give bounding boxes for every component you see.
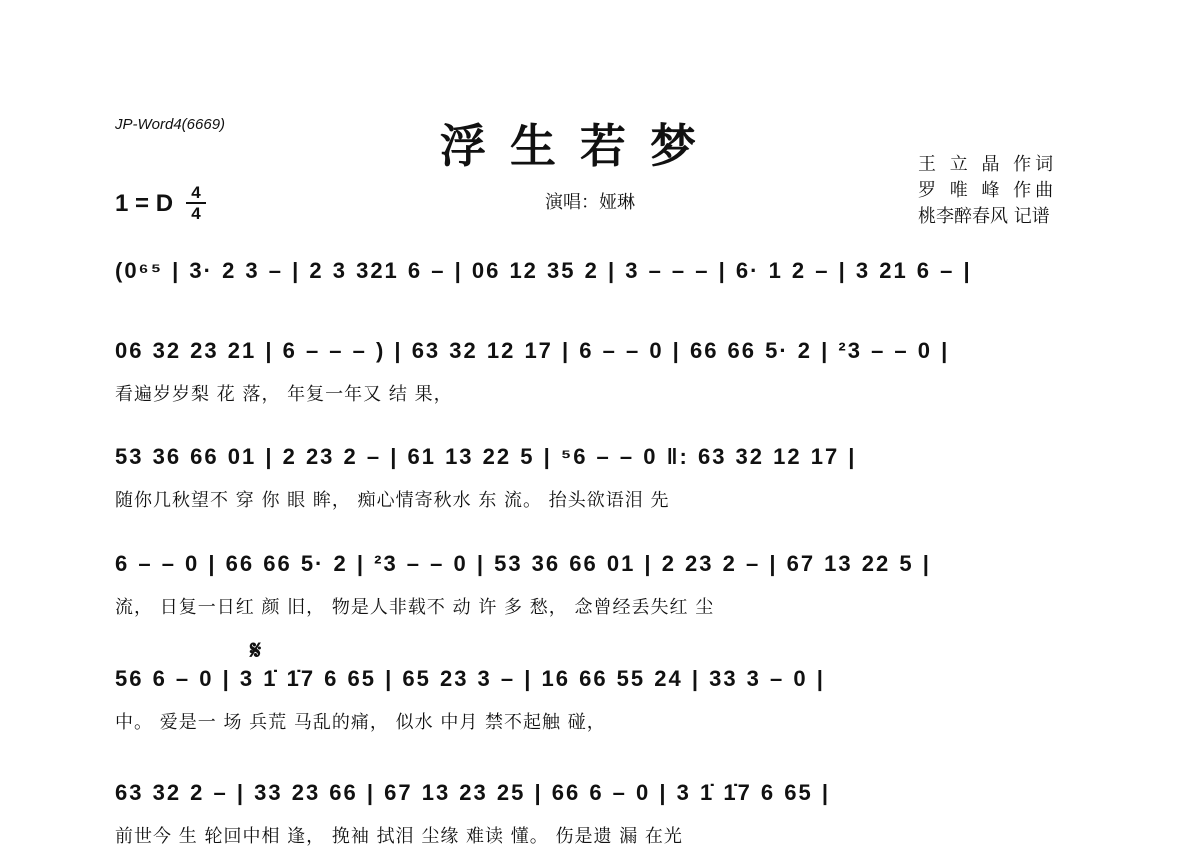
notation-line: 56 6 – 0 | 3 1̇ 1̇7 6 65 | 65 23 3 – | 16 66 55 24 | 33 3 – 0 | [115, 666, 825, 691]
notation-line: (0⁶⁵ | 3· 2 3 – | 2 3 321 6 – | 06 12 35 2 | 3 – – – | 6· 1 2 – | 3 21 6 – | [115, 258, 972, 283]
meter-top: 4 [191, 183, 201, 202]
meter-bottom: 4 [191, 204, 201, 223]
notation-line: 63 32 2 – | 33 23 66 | 67 13 23 25 | 66 6 – 0 | 3 1̇ 1̇7 6 65 | [115, 780, 831, 805]
song-title: 浮生若梦 [440, 119, 720, 173]
lyrics-line: 流， 日复一日红 颜 旧， 物是人非载不 动 许 多 愁， 念曾经丢失红 尘 [115, 597, 715, 618]
lyrics-line: 中。 爱是一 场 兵荒 马乱的痛， 似水 中月 禁不起触 碰， [115, 712, 606, 733]
composer-credit: 罗 唯 峰 作曲 [918, 180, 1058, 201]
time-signature [186, 184, 206, 222]
notation-line: 06 32 23 21 | 6 – – – ) | 63 32 12 17 | 6 – – 0 | 66 66 5· 2 | ²3 – – 0 | [115, 338, 950, 363]
notation-line: 53 36 66 01 | 2 23 2 – | 61 13 22 5 | ⁵6 – – 0 ‖: 63 32 12 17 | [115, 444, 857, 469]
transcriber-credit: 桃李醉春风 记谱 [918, 206, 1050, 227]
lyrics-line: 看遍岁岁梨 花 落， 年复一年又 结 果， [115, 384, 453, 405]
singer-credit: 演唱：娅琳 [545, 192, 635, 213]
notation-line: 6 – – 0 | 66 66 5· 2 | ²3 – – 0 | 53 36 66 01 | 2 23 2 – | 67 13 22 5 | [115, 551, 931, 576]
lyricist-credit: 王 立 晶 作词 [918, 154, 1058, 175]
lyrics-line: 前世今 生 轮回中相 逢， 挽袖 拭泪 尘缘 难读 懂。 伤是遗 漏 在光 [115, 826, 683, 847]
key-signature: 1 = D [115, 190, 174, 217]
software-watermark: JP-Word4(6669) [115, 116, 226, 133]
segno-sign: 𝄋 [250, 636, 262, 666]
lyrics-line: 随你几秋望不 穿 你 眼 眸， 痴心情寄秋水 东 流。 抬头欲语泪 先 [115, 490, 670, 511]
